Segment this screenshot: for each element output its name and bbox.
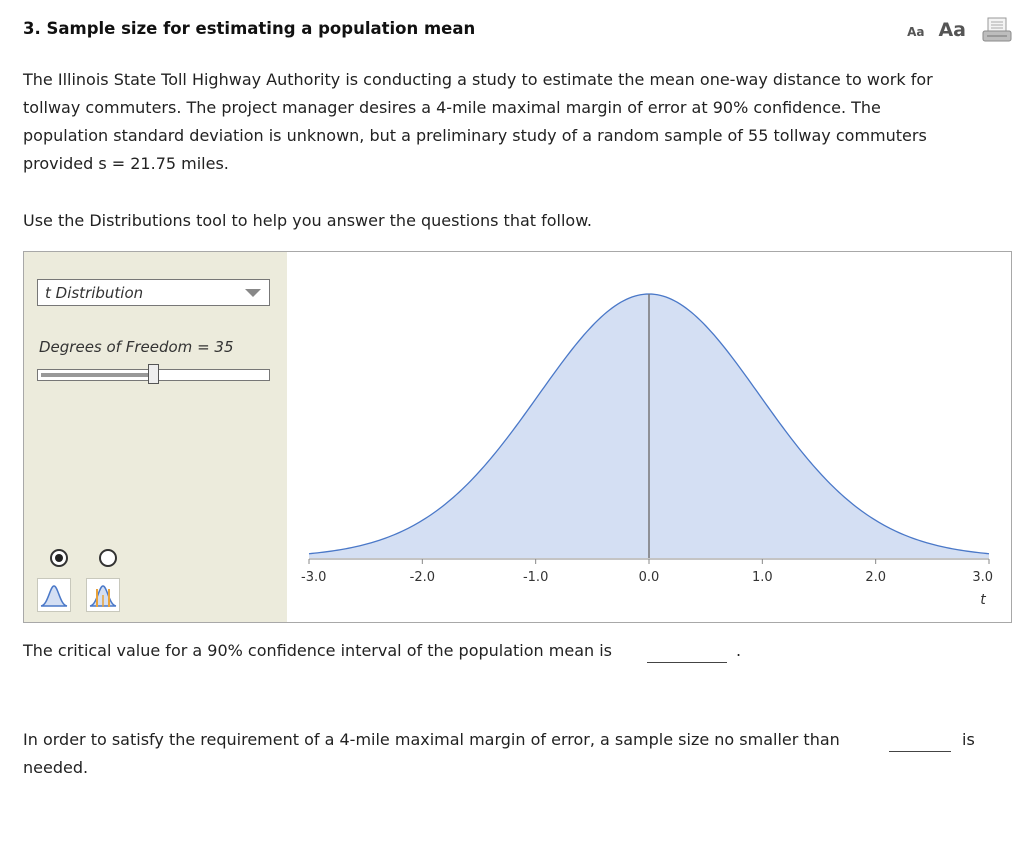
page-title: 3. Sample size for estimating a population mean bbox=[23, 19, 476, 38]
df-slider-fill bbox=[41, 373, 149, 377]
font-size-tools bbox=[907, 17, 1012, 43]
distributions-tool bbox=[23, 251, 1012, 623]
degrees-of-freedom-label: Degrees of Freedom = 35 bbox=[39, 338, 234, 356]
question-2-is: is bbox=[962, 730, 975, 749]
problem-line-1: The Illinois State Toll Highway Authority is conducting a study to estimate the mean one-way distance to work for bbox=[23, 70, 933, 89]
t-distribution-chart bbox=[287, 252, 1011, 622]
question-critical-value: The critical value for a 90% confidence interval of the population mean is bbox=[23, 641, 613, 660]
single-curve-icon[interactable] bbox=[37, 578, 71, 612]
x-axis-ticks bbox=[301, 559, 993, 585]
df-slider-thumb[interactable] bbox=[148, 364, 159, 384]
question-sample-size: In order to satisfy the requirement of a 4-mile maximal margin of error, a sample size no smaller than bbox=[23, 730, 840, 749]
x-tick-label: 1.0 bbox=[751, 570, 773, 585]
sample-size-answer-blank[interactable] bbox=[889, 751, 951, 752]
distribution-select[interactable] bbox=[37, 279, 270, 306]
radio-selected-dot bbox=[55, 554, 63, 562]
tool-control-panel bbox=[24, 252, 287, 622]
x-tick-label: -2.0 bbox=[409, 570, 436, 585]
problem-statement bbox=[23, 66, 998, 178]
two-tail-mode-radio[interactable] bbox=[99, 549, 117, 567]
x-tick-label: 2.0 bbox=[865, 570, 887, 585]
tool-instruction: Use the Distributions tool to help you answer the questions that follow. bbox=[23, 211, 592, 230]
question-2-needed: needed. bbox=[23, 758, 89, 777]
dropdown-caret-icon[interactable] bbox=[245, 289, 261, 297]
x-axis-label: t bbox=[980, 592, 986, 608]
question-1-period: . bbox=[736, 641, 742, 660]
increase-font-button[interactable]: Aa bbox=[938, 19, 966, 41]
two-tail-curve-icon[interactable] bbox=[86, 578, 120, 612]
x-tick-label: 3.0 bbox=[972, 570, 993, 585]
decrease-font-button[interactable]: Aa bbox=[907, 25, 925, 39]
critical-value-answer-blank[interactable] bbox=[647, 662, 727, 663]
problem-line-2: tollway commuters. The project manager desires a 4-mile maximal margin of error at 90% confidence. The bbox=[23, 98, 881, 117]
printer-icon[interactable] bbox=[982, 17, 1012, 43]
single-tail-mode-radio[interactable] bbox=[50, 549, 68, 567]
problem-line-3: population standard deviation is unknown, but a preliminary study of a random sample of 55 tollway commuters bbox=[23, 126, 927, 145]
distribution-select-value: t Distribution bbox=[45, 284, 144, 302]
x-tick-label: -1.0 bbox=[522, 570, 549, 585]
problem-line-4: provided s = 21.75 miles. bbox=[23, 154, 229, 173]
x-tick-label: 0.0 bbox=[638, 570, 660, 585]
x-tick-label: -3.0 bbox=[301, 570, 327, 585]
